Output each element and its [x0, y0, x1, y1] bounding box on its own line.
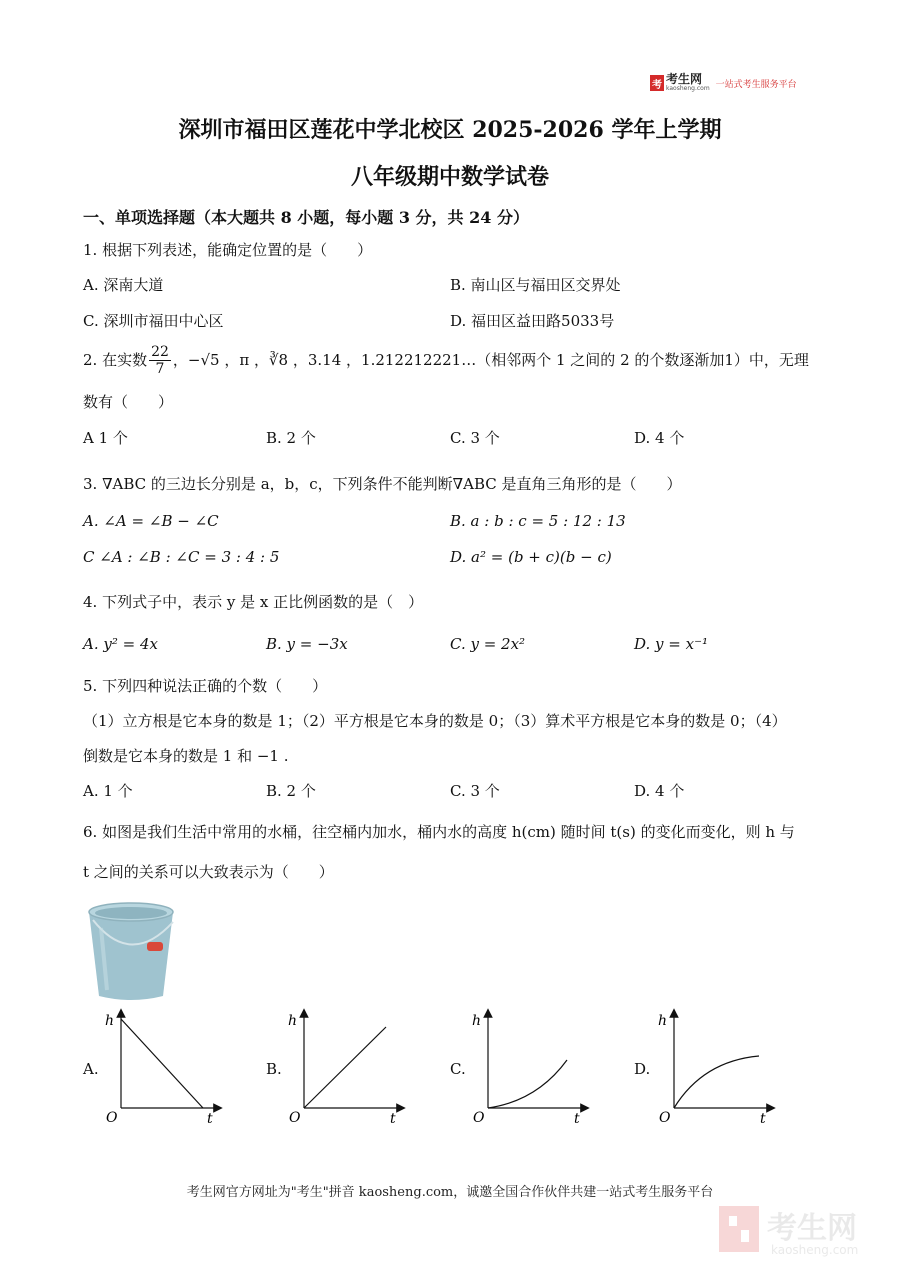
q4-option-d: D. y = x⁻¹	[634, 635, 708, 653]
graph-a-x-label: t	[207, 1111, 213, 1125]
q5-option-d: D. 4 个	[634, 782, 685, 800]
watermark-name: 考生网	[767, 1211, 857, 1246]
graph-c-x-label: t	[574, 1111, 580, 1125]
q4-option-c: C. y = 2x²	[450, 635, 526, 653]
watermark-logo	[715, 1200, 885, 1260]
q2-middle: ，−√5 ，π ，∛8 ，3.14 ，1.212212221…（相邻两个 1 之间的 2 的个数逐渐加1）中，无理	[172, 351, 809, 369]
graph-a-origin: O	[106, 1110, 118, 1125]
logo-url: kaosheng.com	[666, 85, 710, 92]
q5-statements-line2: 倒数是它本身的数是 1 和 −1 .	[83, 747, 289, 765]
q5-stem: 5. 下列四种说法正确的个数（ ）	[83, 677, 328, 695]
graph-d-y-label: h	[658, 1013, 668, 1029]
graph-c-curve	[488, 1060, 567, 1108]
graph-d-x-label: t	[760, 1111, 766, 1125]
q3-option-a: A. ∠A = ∠B − ∠C	[83, 512, 219, 530]
q2-option-b: B. 2 个	[266, 429, 316, 447]
logo-name: 考生网	[666, 72, 703, 86]
q6-stem-line2: t 之间的关系可以大致表示为（ ）	[83, 863, 334, 881]
watermark-url: kaosheng.com	[771, 1243, 859, 1257]
page-footer: 考生网官方网址为"考生"拼音 kaosheng.com，诚邀全国合作伙伴共建一站式考生服务平台	[186, 1185, 714, 1200]
graph-c-origin: O	[473, 1110, 485, 1125]
q1-option-d: D. 福田区益田路5033号	[450, 312, 615, 330]
graph-b-y-label: h	[288, 1013, 298, 1029]
page-title: 深圳市福田区莲花中学北校区 2025-2026 学年上学期	[178, 117, 722, 143]
graph-a-letter: A.	[83, 1060, 99, 1078]
graph-b	[283, 1005, 408, 1125]
q3-stem: 3. ∇ABC 的三边长分别是 a，b，c，下列条件不能判断∇ABC 是直角三角形的是（ ）	[83, 475, 682, 493]
q5-option-c: C. 3 个	[450, 782, 500, 800]
graph-c-letter: C.	[450, 1060, 466, 1078]
graph-a-y-label: h	[105, 1013, 115, 1029]
q1-option-a: A. 深南大道	[83, 276, 164, 294]
graph-c	[467, 1005, 592, 1125]
q2-option-d: D. 4 个	[634, 429, 685, 447]
q2-fraction-denominator: 7	[155, 360, 165, 377]
q3-option-d: D. a² = (b + c)(b − c)	[450, 548, 612, 566]
graph-d-origin: O	[659, 1110, 671, 1125]
page-subtitle: 八年级期中数学试卷	[350, 164, 549, 190]
q2-stem	[83, 342, 809, 378]
q2-option-c: C. 3 个	[450, 429, 500, 447]
q5-option-b: B. 2 个	[266, 782, 316, 800]
q3-option-c: C ∠A : ∠B : ∠C = 3 : 4 : 5	[83, 548, 280, 566]
graph-d-letter: D.	[634, 1060, 651, 1078]
graph-a-curve	[121, 1019, 203, 1108]
graph-b-x-label: t	[390, 1111, 396, 1125]
bucket-image	[85, 898, 177, 1002]
q5-option-a: A. 1 个	[83, 782, 133, 800]
section-heading: 一、单项选择题（本大题共 8 小题，每小题 3 分，共 24 分）	[83, 208, 529, 227]
q2-prefix: 2. 在实数	[83, 351, 148, 369]
q4-option-b: B. y = −3x	[266, 635, 348, 653]
q1-option-b: B. 南山区与福田区交界处	[450, 276, 621, 294]
q3-option-b: B. a : b : c = 5 : 12 : 13	[450, 512, 626, 530]
graph-a	[100, 1005, 225, 1125]
graph-d	[653, 1005, 778, 1125]
site-logo	[650, 72, 797, 94]
q1-stem: 1. 根据下列表述，能确定位置的是（ ）	[83, 241, 373, 259]
q2-fraction	[149, 344, 171, 377]
graph-b-curve	[304, 1027, 386, 1108]
logo-slogan: 一站式考生服务平台	[715, 79, 797, 90]
q2-stem-line2: 数有（ ）	[83, 393, 174, 411]
graph-c-y-label: h	[472, 1013, 482, 1029]
q1-option-c: C. 深圳市福田中心区	[83, 312, 224, 330]
graph-b-origin: O	[289, 1110, 301, 1125]
q2-fraction-numerator: 22	[151, 343, 169, 360]
logo-mark-icon: 考	[650, 75, 664, 91]
graph-b-letter: B.	[266, 1060, 282, 1078]
graph-d-curve	[674, 1056, 759, 1108]
q4-stem: 4. 下列式子中，表示 y 是 x 正比例函数的是（ ）	[83, 593, 424, 611]
q2-option-a: A 1 个	[83, 429, 128, 447]
q5-statements-line1: （1）立方根是它本身的数是 1；（2）平方根是它本身的数是 0；（3）算术平方根是它本身的数是 0；（4）	[83, 712, 787, 730]
q6-stem: 6. 如图是我们生活中常用的水桶，往空桶内加水，桶内水的高度 h(cm) 随时间 t(s) 的变化而变化，则 h 与	[83, 823, 795, 841]
q4-option-a: A. y² = 4x	[83, 635, 158, 653]
